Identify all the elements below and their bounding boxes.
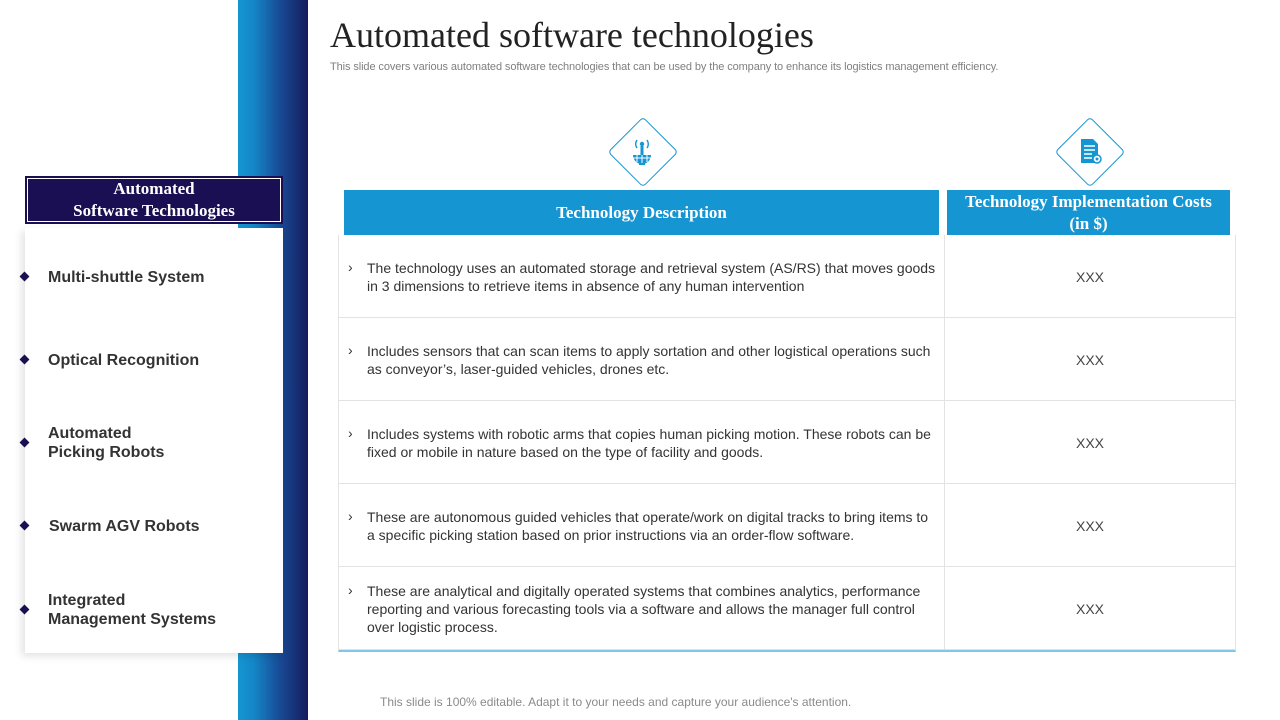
cost-cell: XXX	[1075, 600, 1104, 617]
column-header-costs: Technology Implementation Costs (in $)	[947, 190, 1230, 235]
description-text: The technology uses an automated storage and retrieval system (AS/RS) that moves goods in 3 dimensions to retrieve items in absence of any human intervention	[367, 260, 936, 294]
chevron-right-icon: ›	[348, 342, 353, 358]
table-row	[339, 401, 1235, 484]
technology-table	[338, 235, 1236, 652]
description-cell	[339, 235, 944, 318]
description-text: These are analytical and digitally operated systems that combines analytics, performance reporting and various forecasting tools via a software and allows the manager full control over logistic process.	[367, 583, 921, 635]
table-row	[339, 484, 1235, 567]
cost-cell: XXX	[1075, 268, 1104, 285]
table-row	[339, 567, 1235, 650]
description-cell	[339, 567, 944, 650]
description-text: Includes sensors that can scan items to apply sortation and other logistical operations such as conveyor’s, laser-guided vehicles, drones etc.	[367, 343, 931, 377]
diamond-bullet-icon	[20, 605, 30, 615]
column-header-description: Technology Description	[344, 190, 939, 235]
robotic-arm-icon	[622, 131, 662, 171]
cost-document-icon	[1069, 131, 1109, 171]
description-text: Includes systems with robotic arms that copies human picking motion. These robots can be fixed or mobile in nature based on the type of facility and goods.	[367, 426, 931, 460]
left-item-label: Swarm AGV Robots	[49, 518, 200, 535]
description-text: These are autonomous guided vehicles that operate/work on digital tracks to bring items to a specific picking station based on prior instructions via an order-flow software.	[367, 509, 929, 543]
left-item-swarm-agv	[25, 515, 275, 537]
table-row	[339, 318, 1235, 401]
cost-cell: XXX	[1075, 517, 1104, 534]
diamond-bullet-icon	[20, 355, 30, 365]
left-item-label: Integrated Management Systems	[48, 592, 217, 628]
chevron-right-icon: ›	[348, 259, 353, 275]
left-item-label: Optical Recognition	[48, 352, 200, 369]
description-cell	[339, 484, 944, 567]
left-header-line2: Software Technologies	[73, 201, 235, 220]
left-header-line1: Automated	[113, 179, 195, 198]
left-panel	[25, 228, 283, 653]
column-divider	[944, 235, 945, 650]
description-cell	[339, 318, 944, 401]
diamond-bullet-icon	[20, 521, 30, 531]
diamond-bullet-icon	[20, 438, 30, 448]
chevron-right-icon: ›	[348, 425, 353, 441]
description-cell	[339, 401, 944, 484]
chevron-right-icon: ›	[348, 508, 353, 524]
chevron-right-icon: ›	[348, 582, 353, 598]
left-panel-header	[25, 176, 283, 224]
left-item-multi-shuttle	[25, 266, 275, 288]
slide-title: Automated software technologies	[330, 15, 814, 55]
left-item-integrated-management	[25, 589, 275, 629]
left-item-label: Automated Picking Robots	[48, 425, 165, 461]
table-row	[339, 235, 1235, 318]
left-item-optical-recognition	[25, 349, 275, 371]
cost-cell: XXX	[1075, 351, 1104, 368]
diamond-bullet-icon	[20, 272, 30, 282]
left-item-label: Multi-shuttle System	[48, 269, 205, 286]
footer-note: This slide is 100% editable. Adapt it to your needs and capture your audience's attention.	[380, 695, 852, 709]
cost-cell: XXX	[1075, 434, 1104, 451]
left-item-picking-robots	[25, 422, 275, 462]
slide-subtitle: This slide covers various automated software technologies that can be used by the company to enhance its logistics management efficiency.	[330, 61, 999, 73]
